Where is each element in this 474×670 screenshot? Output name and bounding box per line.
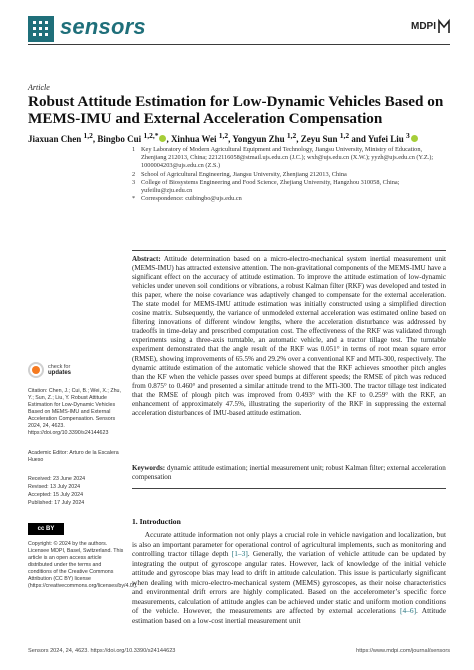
section-heading: 1. Introduction (132, 517, 181, 526)
keywords (132, 464, 446, 482)
author-affil: 1,2 (218, 131, 229, 140)
affiliation-list (132, 146, 442, 203)
citation-link[interactable]: [4–6] (400, 606, 417, 616)
footer-journal-link[interactable]: https://www.mdpi.com/journal/sensors (356, 648, 450, 654)
mdpi-logo-icon (438, 18, 450, 34)
author-affil: 1,2 (339, 131, 350, 140)
affiliation-item (132, 146, 442, 171)
received-date: Received: 23 June 2024 (28, 476, 86, 482)
author-name[interactable]: Yongyun Zhu (232, 134, 285, 144)
publisher-name[interactable]: MDPI (411, 21, 436, 32)
journal-name: sensors (60, 14, 146, 39)
author-name[interactable]: Xinhua Wei (170, 134, 217, 144)
accepted-date: Accepted: 15 July 2024 (28, 492, 84, 498)
abstract-label: Abstract: (132, 255, 161, 263)
author-list: Jiaxuan Chen $^{1,2}$, Bingbo Cui $^{1,2,*}$ , Xinhua Wei $^{1,2}$, Yongyun Zhu $^{1,2}$, Zeyu Sun $^{1,2}$ and Yufei Liu $^3$ (28, 131, 448, 144)
abstract-top-rule (132, 250, 446, 251)
affiliation-item (132, 195, 442, 203)
citation-text: Citation: Chen, J.; Cui, B.; Wei, X.; Zhu, Y.; Sun, Z.; Liu, Y. Robust Attitude Estimation for Low-Dynamic Vehicles Based on MEMS-IMU and External Acceleration Compensation. Sensors 2024, 24, 4623. https://doi.org/10.3390/s24144623 (28, 388, 121, 436)
author-name[interactable]: Bingbo Cui (97, 134, 142, 144)
author-affil: 1,2,* (143, 131, 159, 140)
footer-citation[interactable]: Sensors 2024, 24, 4623. https://doi.org/10.3390/s24144623 (28, 648, 176, 654)
author-name[interactable]: Yufei Liu (367, 134, 404, 144)
affiliation-text: School of Agricultural Engineering, Jiangsu University, Zhenjiang 212013, China (141, 170, 347, 178)
affiliation-item (132, 179, 442, 195)
orcid-icon[interactable] (159, 135, 166, 142)
author-affil: 1,2 (286, 131, 297, 140)
affiliation-text: College of Biosystems Engineering and Food Science, Zhejiang University, Hangzhou 310058, China; yufeiliu@zju.edu.cn (141, 178, 400, 195)
academic-editor: Academic Editor: Arturo de la Escalera Hueso (28, 450, 119, 463)
affiliation-text: Key Laboratory of Modern Agricultural Equipment and Technology, Jiangsu University, Ministry of Education, Zhenjiang 212013, China; 2212116058@stmail.ujs.edu.cn (J.C.); wxh@ujs.edu.cn (X.W.); yyzh@ujs.edu.cn (Y.Z.); 1000004203@ujs.edu.cn (Z.S.) (141, 146, 434, 170)
keywords-label: Keywords: (132, 464, 166, 472)
check-for-updates-badge[interactable] (28, 362, 108, 382)
check-for-updates-icon (28, 362, 44, 378)
affiliation-number: 1 (132, 146, 136, 153)
abstract-text: Attitude determination based on a micro-electro-mechanical system inertial measurement unit (MEMS-IMU) has attracted extensive attention. The non-gravitational components of the MEMS-IMU have a significant effect on the accuracy of attitude estimation. To improve the attitude estimation of low-dynamic vehicles under uneven soil conditions or vibrations, a robust Kalman filter (RKF) was developed and tested in this paper, where the noise covariance was adaptively changed to compensate for the external acceleration. The state model for MEMS-IMU attitude estimation was initially constructed using a simplified direction cosine matrix. Subsequently, the variance of unmodeled external acceleration was estimated online based on filtering innovations of different window lengths, where the acceleration disturbance was addressed by tradeoffs in time-delay and prescribed computation cost. The effectiveness of the RKF was validated through experiments using a three-axis turntable, an automatic vehicle, and a tractor tillage test. The turntable experiment demonstrated that the angle result of the RKF was 0.051° in terms of root mean square error (RMSE), showing improvements of 65.5% and 29.2% over a conventional KF and MTi-300, respectively. The dynamic attitude estimation of the automatic vehicle showed that the RKF achieves smoother pitch angles than the KF when the vehicle passes over speed bumps at different speeds; the RMSE of pitch was reduced from 0.875° to 0.460° and presented a similar attitude trend to the MTi-300. The tractor tillage test indicated that the RMSE of plough pitch was improved from 0.493° with the KF to 0.259° with the RKF, an enhancement of approximately 47.5%, illustrating the superiority of the RKF in suppressing the external acceleration disturbances of IMU-based attitude estimation. (132, 255, 446, 417)
journal-header (28, 14, 450, 60)
affiliation-number: 3 (132, 178, 136, 186)
orcid-icon[interactable] (411, 135, 418, 142)
published-date: Published: 17 July 2024 (28, 500, 85, 506)
author-affil: 1,2 (83, 131, 93, 140)
affiliation-text: Correspondence: cuibingbo@ujs.edu.cn (141, 195, 242, 203)
sensors-logo-icon (28, 16, 54, 42)
intro-paragraph: Accurate attitude information not only plays a crucial role in vehicle navigation and localization, but is also an important parameter for operational control of agricultural implements, such as monitoring and controlling tractor tillage depth [1–3]. Generally, the variation of vehicle attitude can be updated by integrating the output of gyroscope angular rates. However, lack of knowledge of the initial vehicle attitude and gyroscope bias may lead to drift in attitude calculation. This issue is particularly significant when dealing with micro-electro-mechanical system (MEMS) gyroscopes, as their noise characteristics and environmental drift errors are highly complicated. Based on the accelerometer’s specific force measurements, calculation of attitude angles can be achieved under static and uniform motion conditions of the vehicle. However, the measurements are affected by external accelerations [4–6]. Attitude estimation based on a low-cost inertial measurement unit (132, 530, 446, 625)
copyright-notice: Copyright: © 2024 by the authors. Licensee MDPI, Basel, Switzerland. This article is an open access article distributed under the terms and conditions of the Creative Commons Attribution (CC BY) license (https://creativecommons.org/licenses/by/4.0/). (28, 541, 138, 589)
article-type: Article (28, 83, 50, 92)
affiliation-number: * (132, 195, 136, 203)
keywords-text: dynamic attitude estimation; inertial measurement unit; robust Kalman filter; external acceleration compensation (132, 464, 446, 482)
check-for-updates-label: check for updates (48, 364, 72, 377)
cc-by-license-icon[interactable]: cc BY (28, 523, 64, 535)
author-affil: 3 (406, 131, 410, 140)
affiliation-number: 2 (132, 170, 136, 178)
keywords-bottom-rule (132, 488, 446, 489)
revised-date: Revised: 13 July 2024 (28, 484, 81, 490)
article-title: Robust Attitude Estimation for Low-Dynamic Vehicles Based on MEMS-IMU and External Acceleration Compensation (28, 93, 444, 127)
affiliation-item (132, 171, 442, 179)
abstract (132, 255, 446, 418)
citation-link[interactable]: [1–3] (231, 549, 248, 559)
citation-block (28, 388, 124, 437)
header-rule (28, 44, 450, 45)
author-name[interactable]: Zeyu Sun (300, 134, 338, 144)
author-name[interactable]: Jiaxuan Chen (28, 134, 82, 144)
